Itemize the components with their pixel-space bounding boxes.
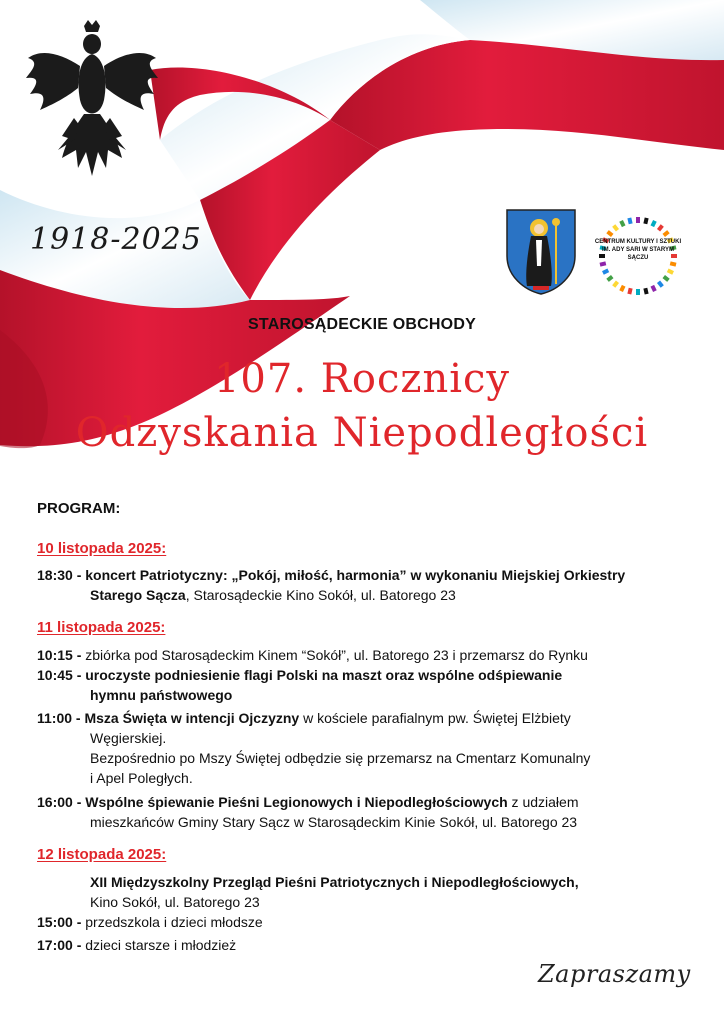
- logo-dash: [619, 220, 625, 227]
- logo-dash: [602, 268, 609, 274]
- logo-dash: [627, 288, 632, 295]
- logo-dash: [627, 218, 632, 225]
- program-heading: PROGRAM:: [37, 500, 121, 517]
- event-location: w kościele parafialnym pw. Świętej Elżbiety: [299, 710, 571, 726]
- event-time: 11:00 -: [37, 710, 81, 726]
- logo-dash: [636, 217, 640, 223]
- logo-dash: [606, 230, 613, 237]
- logo-dash: [600, 261, 607, 266]
- years-label: 1918-2025: [30, 222, 202, 257]
- logo-dash: [663, 275, 670, 282]
- title-line-2: Odzyskania Niepodległości: [75, 410, 649, 456]
- event-title: XII Międzyszkolny Przegląd Pieśni Patriotycznych i Niepodległościowych,: [90, 874, 579, 890]
- day-1-event-1: [37, 565, 625, 585]
- day-2-event-4-line-2: mieszkańców Gminy Stary Sącz w Starosądeckim Kinie Sokół, ul. Batorego 23: [90, 814, 578, 830]
- event-title: Wspólne śpiewanie Pieśni Legionowych i Niepodległościowych: [85, 794, 508, 810]
- logo-dash: [657, 224, 664, 231]
- signature: Zapraszamy: [538, 960, 691, 988]
- coat-of-arms-icon: [503, 206, 579, 296]
- day-2-event-3: [37, 708, 571, 728]
- logo-dash: [657, 281, 664, 288]
- event-title-cont: Starego Sącza: [90, 587, 186, 603]
- logo-dash: [643, 288, 648, 295]
- event-time: 10:15 -: [37, 647, 82, 663]
- day-2-event-2: [37, 665, 562, 685]
- logo-dash: [636, 289, 640, 295]
- day-3-date: 12 listopada 2025:: [37, 846, 167, 863]
- logo-dash: [612, 224, 619, 231]
- day-2-event-2-cont: [90, 685, 232, 705]
- event-text: z udziałem: [507, 794, 579, 810]
- day-2-event-1: [37, 645, 588, 665]
- day-1-date: 10 listopada 2025:: [37, 540, 167, 557]
- day-2-event-4: [37, 792, 578, 812]
- polish-eagle-icon: [22, 18, 162, 198]
- subheading: STAROSĄDECKIE OBCHODY: [248, 316, 476, 333]
- event-time: 16:00 -: [37, 794, 82, 810]
- event-title: uroczyste podniesienie flagi Polski na maszt oraz wspólne odśpiewanie: [85, 667, 563, 683]
- day-3-event-2: [37, 912, 263, 932]
- event-time: 17:00 -: [37, 937, 82, 953]
- day-1-event-1-cont: [90, 585, 456, 605]
- logo-dash: [663, 230, 670, 237]
- event-title: Msza Święta w intencji Ojczyzny: [84, 710, 300, 726]
- ck-line-1: CENTRUM KULTURY I SZTUKI: [594, 239, 682, 245]
- logo-dash: [650, 220, 656, 227]
- event-location: , Starosądeckie Kino Sokół, ul. Batorego 23: [185, 587, 456, 603]
- logo-dash: [612, 281, 619, 288]
- centrum-kultury-label: [592, 238, 684, 262]
- event-title: koncert Patriotyczny: „Pokój, miłość, harmonia” w wykonaniu Miejskiej Orkiestry: [85, 567, 626, 583]
- logo-dash: [667, 268, 674, 274]
- logo-dash: [606, 275, 613, 282]
- day-3-event-1: [90, 872, 579, 892]
- event-text: zbiórka pod Starosądeckim Kinem “Sokół”, ul. Batorego 23 i przemarsz do Rynku: [81, 647, 588, 663]
- event-time: 18:30 -: [37, 567, 82, 583]
- event-title-cont: hymnu państwowego: [90, 687, 233, 703]
- logo-dash: [643, 218, 648, 225]
- title-line-1: 107. Rocznicy: [213, 356, 510, 402]
- event-text: dzieci starsze i młodzież: [81, 937, 237, 953]
- logo-dash: [670, 261, 677, 266]
- ck-line-2: IM. ADY SARI W STARYM SĄCZU: [602, 247, 674, 261]
- event-text: przedszkola i dzieci młodsze: [81, 914, 263, 930]
- day-2-event-3-line-2: Węgierskiej.: [90, 730, 167, 746]
- logo-dash: [619, 285, 625, 292]
- day-2-date: 11 listopada 2025:: [37, 619, 166, 636]
- logo-dash: [650, 285, 656, 292]
- day-2-event-3-line-3: Bezpośrednio po Mszy Świętej odbędzie się przemarsz na Cmentarz Komunalny: [90, 750, 591, 766]
- day-2-event-3-line-4: i Apel Poległych.: [90, 770, 193, 786]
- day-3-event-1-line-2: Kino Sokół, ul. Batorego 23: [90, 894, 260, 910]
- event-time: 10:45 -: [37, 667, 82, 683]
- day-3-event-3: [37, 935, 236, 955]
- event-time: 15:00 -: [37, 914, 82, 930]
